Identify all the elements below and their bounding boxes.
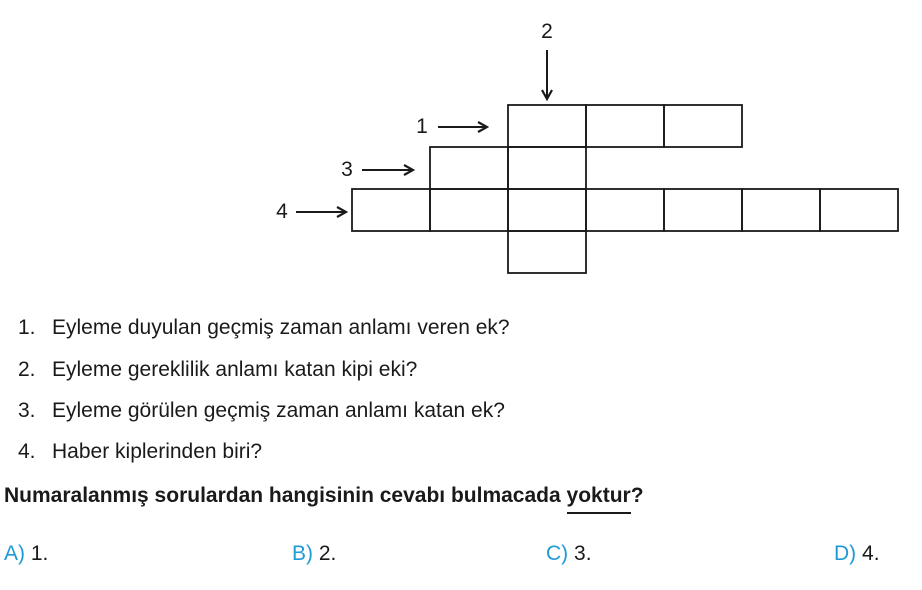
question-before: Numaralanmış sorulardan hangisinin cevabı bulmacada (4, 484, 567, 507)
option-letter: C) (546, 542, 569, 565)
clue-number: 1. (18, 316, 36, 339)
option-text: 4. (862, 542, 880, 565)
option-text: 2. (318, 542, 337, 565)
option-a[interactable] (4, 540, 48, 568)
clue-number: 3. (18, 399, 36, 422)
clue-item-4 (18, 440, 262, 464)
grid-row-2 (430, 147, 586, 189)
grid-row-4 (508, 231, 586, 273)
option-letter: A) (4, 542, 25, 565)
clue-marker-4 (276, 200, 346, 223)
grid-row-1 (508, 105, 742, 147)
grid-cell[interactable] (664, 189, 742, 231)
grid-cell[interactable] (742, 189, 820, 231)
clue-number: 4. (18, 440, 36, 463)
grid-cell[interactable] (508, 231, 586, 273)
option-letter: B) (292, 542, 313, 565)
question-after: ? (630, 484, 644, 507)
clue-text: Eyleme gereklilik anlamı katan kipi eki? (52, 358, 418, 381)
clue-text: Eyleme duyulan geçmiş zaman anlamı veren ek? (52, 316, 510, 339)
grid-cell[interactable] (508, 189, 586, 231)
clue-text: Eyleme görülen geçmiş zaman anlamı katan ek? (52, 399, 505, 422)
clue-item-1 (18, 316, 510, 340)
clue-item-2 (18, 358, 417, 382)
grid-cell[interactable] (820, 189, 898, 231)
question-text (4, 483, 644, 514)
marker-number-3: 3 (341, 158, 353, 181)
option-c[interactable] (546, 540, 592, 568)
clue-number: 2. (18, 358, 36, 381)
option-letter: D) (834, 542, 857, 565)
grid-cell[interactable] (430, 147, 508, 189)
grid-cell[interactable] (508, 105, 586, 147)
clue-text: Haber kiplerinden biri? (52, 440, 263, 463)
option-text: 1. (30, 542, 49, 565)
clue-item-3 (18, 399, 505, 423)
marker-number-1: 1 (416, 115, 428, 138)
crossword-grid (0, 0, 922, 290)
grid-row-3 (352, 189, 898, 231)
grid-cell[interactable] (430, 189, 508, 231)
grid-cell[interactable] (352, 189, 430, 231)
option-text: 3. (574, 542, 592, 565)
clue-marker-1 (416, 115, 487, 138)
grid-cell[interactable] (586, 189, 664, 231)
grid-cell[interactable] (508, 147, 586, 189)
marker-number-4: 4 (276, 200, 288, 223)
grid-cell[interactable] (586, 105, 664, 147)
question-emphasis: yoktur (567, 483, 631, 514)
clue-marker-3 (341, 158, 413, 181)
option-d[interactable] (834, 540, 880, 568)
marker-number-2: 2 (541, 20, 553, 43)
grid-cell[interactable] (664, 105, 742, 147)
clue-marker-2 (541, 20, 553, 99)
option-b[interactable] (292, 540, 336, 568)
